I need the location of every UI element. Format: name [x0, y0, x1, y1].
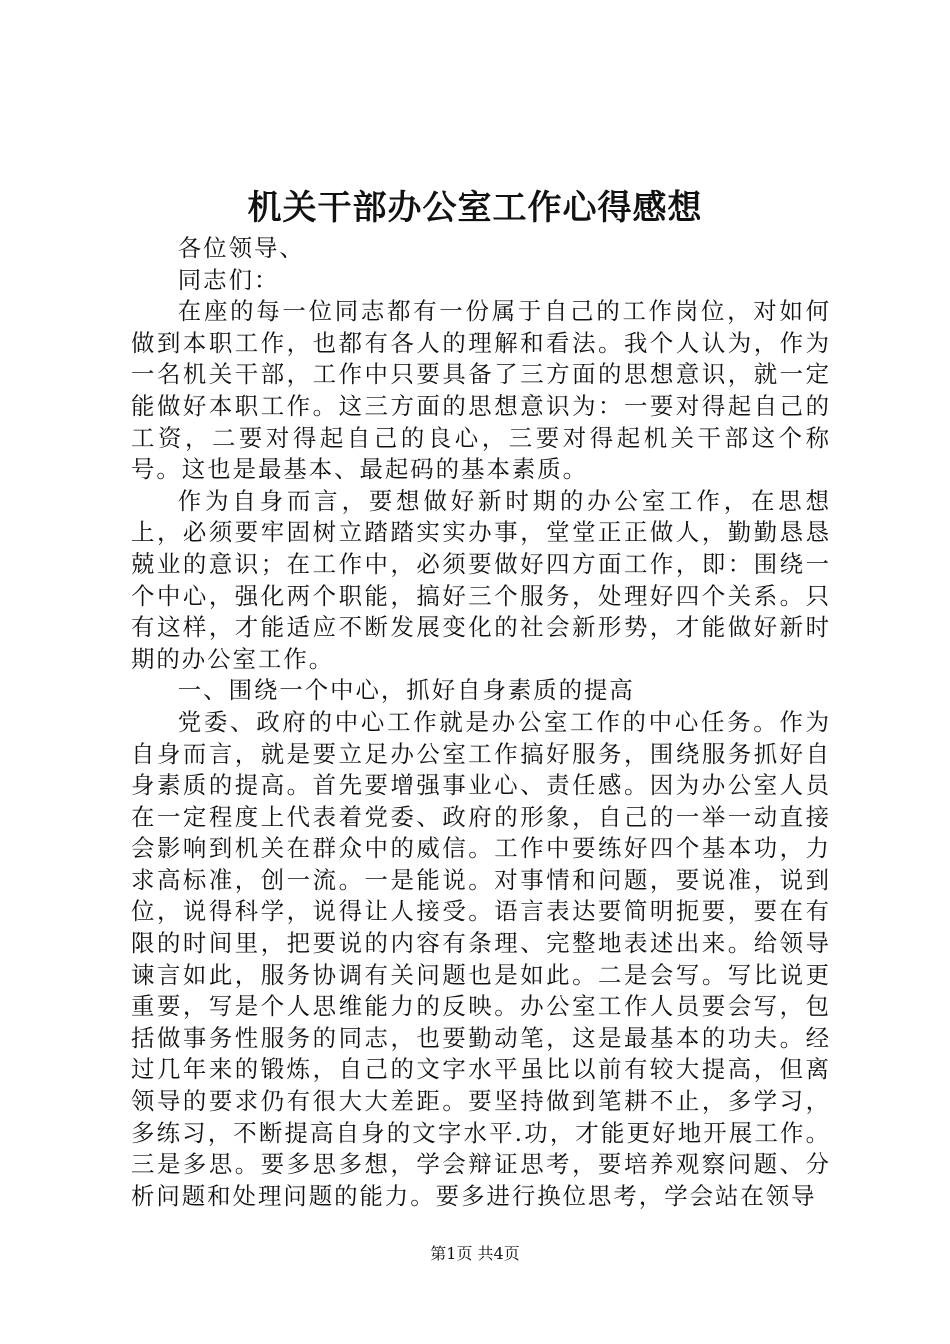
body-paragraph: 作为自身而言，要想做好新时期的办公室工作，在思想上，必须要牢固树立踏踏实实办事，堂堂正正做人，勤勤恳恳兢业的意识；在工作中，必须要做好四方面工作，即：围绕一个中心，强化两个职能，搞好三个服务，处理好四个关系。只有这样，才能适应不断发展变化的社会新形势，才能做好新时期的办公室工作。 — [131, 486, 831, 673]
salutation-line: 各位领导、 — [177, 234, 305, 262]
document-title: 机关干部办公室工作心得感想 — [247, 188, 703, 228]
body-paragraph: 在座的每一位同志都有一份属于自己的工作岗位，对如何做到本职工作，也都有各人的理解和看法。我个人认为，作为一名机关干部，工作中只要具备了三方面的思想意识，就一定能做好本职工作。这三方面的思想意识为：一要对得起自己的工资，二要对得起自己的良心，三要对得起机关干部这个称号。这也是最基本、最起码的基本素质。 — [131, 297, 831, 484]
salutation-line: 同志们： — [177, 265, 280, 294]
body-paragraph: 党委、政府的中心工作就是办公室工作的中心任务。作为自身而言，就是要立足办公室工作搞好服务，围绕服务抓好自身素质的提高。首先要增强事业心、责任感。因为办公室人员在一定程度上代表着党委、政府的形象，自己的一举一动直接会影响到机关在群众中的威信。工作中要练好四个基本功，力求高标准，创一流。一是能说。对事情和问题，要说准，说到位，说得科学，说得让人接受。语言表达要简明扼要，要在有限的时间里，把要说的内容有条理、完整地表述出来。给领导谏言如此，服务协调有关问题也是如此。二是会写。写比说更重要，写是个人思维能力的反映。办公室工作人员要会写，包括做事务性服务的同志，也要勤动笔，这是最基本的功夫。经过几年来的锻炼，自己的文字水平虽比以前有较大提高，但离领导的要求仍有很大大差距。要坚持做到笔耕不止，多学习，多练习，不断提高自身的文字水平.功，才能更好地开展工作。三是多思。要多思多想，学会辩证思考，要培养观察问题、分析问题和处理问题的能力。要多进行换位思考，学会站在领导 — [131, 707, 831, 1210]
page-footer: 第1页 共4页 — [430, 1244, 520, 1263]
document-body — [131, 233, 831, 1212]
section-heading: 一、围绕一个中心，抓好自身素质的提高 — [177, 676, 635, 705]
